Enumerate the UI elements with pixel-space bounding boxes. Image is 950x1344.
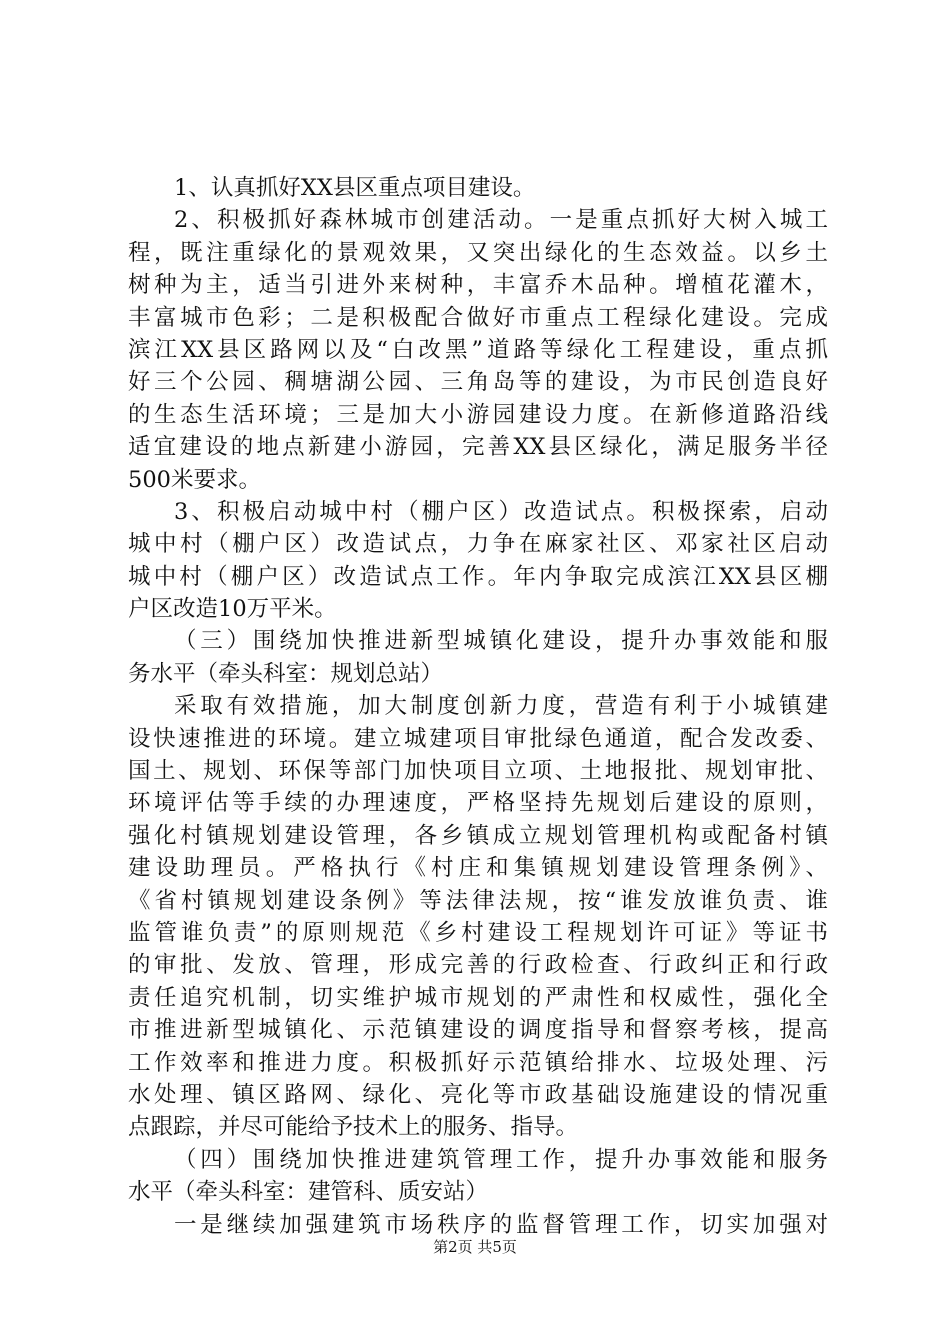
text-line: 户区改造10万平米。	[128, 596, 337, 623]
page-footer: 第2页 共5页	[433, 1238, 517, 1256]
text-line: 责任追究机制，切实维护城市规划的严肃性和权威性，强化全	[128, 984, 828, 1011]
text-line: 的审批、发放、管理，形成完善的行政检查、行政纠正和行政	[128, 952, 828, 979]
text-line: 《省村镇规划建设条例》等法律法规，按“谁发放谁负责、谁	[128, 887, 828, 914]
text-line: 建设助理员。严格执行《村庄和集镇规划建设管理条例》、	[128, 855, 828, 882]
document-body	[128, 172, 828, 1241]
text-line: 监管谁负责”的原则规范《乡村建设工程规划许可证》等证书	[128, 919, 828, 946]
text-line: 水平（牵头科室：建管科、质安站）	[128, 1179, 489, 1206]
text-line: 国土、规划、环保等部门加快项目立项、土地报批、规划审批、	[128, 758, 828, 785]
text-line: 城中村（棚户区）改造试点工作。年内争取完成滨江XX县区棚	[128, 563, 828, 590]
text-line: 城中村（棚户区）改造试点，力争在麻家社区、邓家社区启动	[128, 531, 828, 558]
text-line: 2、积极抓好森林城市创建活动。一是重点抓好大树入城工	[174, 207, 828, 234]
text-line: 程，既注重绿化的景观效果，又突出绿化的生态效益。以乡土	[128, 239, 828, 266]
text-line: 环境评估等手续的办理速度，严格坚持先规划后建设的原则，	[128, 790, 828, 817]
text-line: 一是继续加强建筑市场秩序的监督管理工作，切实加强对	[174, 1211, 828, 1238]
text-line: 强化村镇规划建设管理，各乡镇成立规划管理机构或配备村镇	[128, 822, 828, 849]
text-line: 丰富城市色彩；二是积极配合做好市重点工程绿化建设。完成	[128, 304, 828, 331]
text-line: 点跟踪，并尽可能给予技术上的服务、指导。	[128, 1114, 579, 1141]
text-line: 的生态生活环境；三是加大小游园建设力度。在新修道路沿线	[128, 401, 828, 428]
text-line: 设快速推进的环境。建立城建项目审批绿色通道，配合发改委、	[128, 725, 828, 752]
text-line: （四）围绕加快推进建筑管理工作，提升办事效能和服务	[174, 1146, 828, 1173]
text-line: 务水平（牵头科室：规划总站）	[128, 660, 444, 687]
text-line: 工作效率和推进力度。积极抓好示范镇给排水、垃圾处理、污	[128, 1049, 828, 1076]
text-line: 3、积极启动城中村（棚户区）改造试点。积极探索，启动	[174, 498, 828, 525]
text-line: 1、认真抓好XX县区重点项目建设。	[174, 175, 536, 201]
text-line: 采取有效措施，加大制度创新力度，营造有利于小城镇建	[174, 693, 828, 720]
text-line: 市推进新型城镇化、示范镇建设的调度指导和督察考核，提高	[128, 1017, 828, 1044]
text-line: 好三个公园、稠塘湖公园、三角岛等的建设，为市民创造良好	[128, 369, 828, 396]
text-line: 500米要求。	[128, 466, 261, 493]
text-line: 适宜建设的地点新建小游园，完善XX县区绿化，满足服务半径	[128, 434, 828, 461]
text-line: 水处理、镇区路网、绿化、亮化等市政基础设施建设的情况重	[128, 1081, 828, 1108]
text-line: （三）围绕加快推进新型城镇化建设，提升办事效能和服	[174, 628, 828, 655]
text-line: 滨江XX县区路网以及“白改黑”道路等绿化工程建设，重点抓	[128, 336, 828, 363]
text-line: 树种为主，适当引进外来树种，丰富乔木品种。增植花灌木，	[128, 272, 828, 299]
